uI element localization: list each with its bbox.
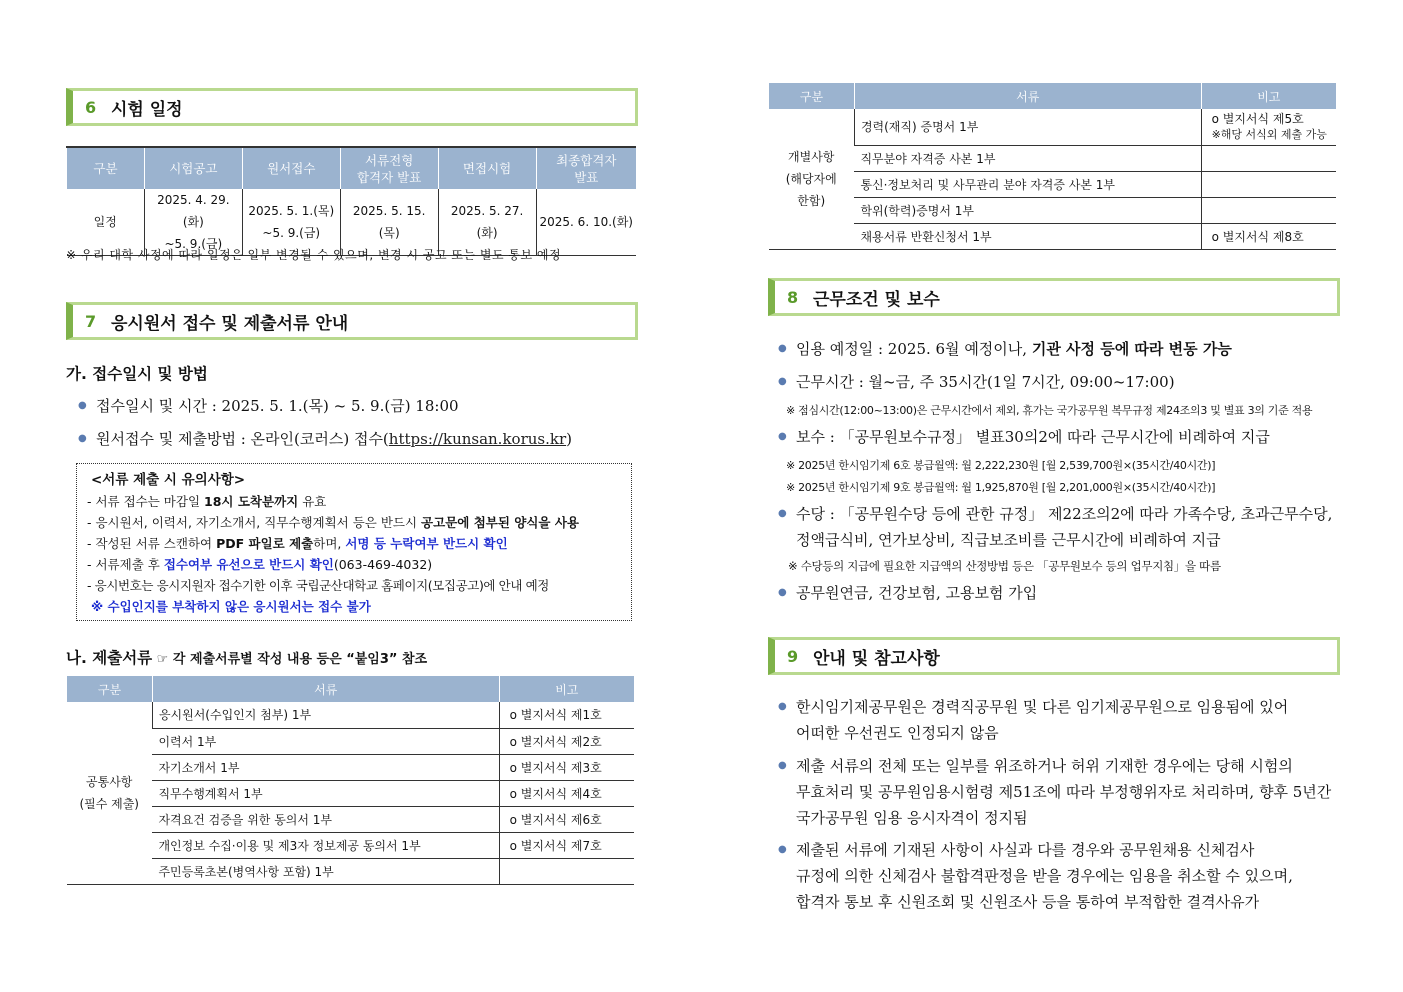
notice-box (76, 463, 632, 621)
docs-header-cell: 서류 (152, 676, 499, 702)
schedule-header-cell: 시험공고 (144, 147, 242, 189)
schedule-cell: 2025. 5. 1.(목) ~5. 9.(금) (242, 189, 340, 256)
section-number: 7 (85, 311, 97, 331)
docs-note-cell (499, 858, 634, 884)
notice-title: <서류 제출 시 유의사항> (91, 472, 246, 488)
docs-note-cell: o 별지서식 제5호 ※해당 서식외 제출 가능 (1201, 109, 1336, 145)
section-title: 시험 일정 (111, 99, 183, 120)
docs-note-cell (1201, 197, 1336, 223)
remark-allowance: ※ 수당등의 지급에 필요한 지급액의 산정방법 등은 「공무원보수 등의 업무지침」을 따름 (788, 559, 1221, 573)
individual-docs-table (768, 83, 1336, 250)
docs-document-cell: 직무수행계획서 1부 (152, 780, 499, 806)
notice-line-3: - 작성된 서류 스캔하여 PDF 파일로 제출하며, 서명 등 누락여부 반드시 확인 (87, 536, 508, 551)
notice-line-4: - 서류제출 후 접수여부 유선으로 반드시 확인(063-469-4032) (87, 557, 433, 572)
docs-document-cell: 직무분야 자격증 사본 1부 (854, 145, 1201, 171)
table-row (769, 171, 1337, 197)
notice-line-2: - 응시원서, 이력서, 자기소개서, 직무수행계획서 등은 반드시 공고문에 첨부된 양식을 사용 (87, 515, 580, 530)
common-docs-table (66, 676, 634, 885)
docs-document-cell: 자기소개서 1부 (152, 754, 499, 780)
docs-document-cell: 이력서 1부 (152, 728, 499, 754)
bullet-work-hours: ● 근무시간 : 월~금, 주 35시간(1일 7시간, 09:00~17:00) (778, 369, 1175, 395)
notice-item-2: ● 제출 서류의 전체 또는 일부를 위조하거나 허위 기재한 경우에는 당해 시험의 무효처리 및 공무원임용시험령 제51조에 따라 부정행위자로 처리하며, 향후 5년간 국가공무원 임용 응시자격이 정지됨 (778, 753, 1331, 831)
docs-document-cell: 학위(학력)증명서 1부 (854, 197, 1201, 223)
docs-group-label: 개별사항 (해당자에 한함) (769, 109, 855, 249)
docs-document-cell: 통신·정보처리 및 사무관리 분야 자격증 사본 1부 (854, 171, 1201, 197)
section-number: 9 (787, 646, 799, 666)
na-title: 나. 제출서류 (66, 649, 153, 667)
section-number: 8 (787, 287, 799, 307)
docs-note-sub: ※해당 서식외 제출 가능 (1211, 127, 1327, 141)
method-close: ) (566, 430, 572, 448)
section-8-header (768, 278, 1340, 316)
docs-document-cell: 개인정보 수집·이용 및 제3자 정보제공 동의서 1부 (152, 832, 499, 858)
schedule-cell: 2025. 6. 10.(화) (536, 189, 636, 256)
schedule-cell: 2025. 5. 27.(화) (438, 189, 536, 256)
docs-note-cell: o 별지서식 제4호 (499, 780, 634, 806)
docs-header-cell: 구분 (769, 83, 855, 109)
bullet-appointment-date: ● 임용 예정일 : 2025. 6월 예정이나, 기관 사정 등에 따라 변동 가능 (778, 336, 1232, 362)
section-title: 안내 및 참고사항 (813, 648, 940, 669)
docs-note-cell: o 별지서식 제7호 (499, 832, 634, 858)
remark-salary-9: ※ 2025년 한시임기제 9호 봉급월액: 월 1,925,870원 [월 2,201,000원×(35시간/40시간)] (786, 481, 1216, 494)
schedule-header-cell: 면접시험 (438, 147, 536, 189)
section-6-header (66, 88, 638, 126)
docs-header-cell: 비고 (499, 676, 634, 702)
docs-note-cell (1201, 171, 1336, 197)
bullet-insurance: ● 공무원연금, 건강보험, 고용보험 가입 (778, 580, 1037, 606)
docs-note-cell: o 별지서식 제6호 (499, 806, 634, 832)
docs-header-cell: 비고 (1201, 83, 1336, 109)
schedule-header-cell: 최종합격자 발표 (536, 147, 636, 189)
docs-document-cell: 채용서류 반환신청서 1부 (854, 223, 1201, 249)
bullet-allowance: ● 수당 : 「공무원수당 등에 관한 규정」 제22조의2에 따라 가족수당, 초과근무수당, 정액급식비, 연가보상비, 직급보조비를 근무시간에 비례하여 지급 (778, 501, 1332, 553)
notice-line-5: - 응시번호는 응시지원자 접수기한 이후 국립군산대학교 홈페이지(모집공고)에 안내 예정 (87, 578, 549, 593)
docs-note-cell: o 별지서식 제2호 (499, 728, 634, 754)
table-row (67, 702, 635, 728)
bullet-salary: ● 보수 : 「공무원보수규정」 별표30의2에 따라 근무시간에 비례하여 지급 (778, 424, 1270, 450)
bullet-reception-period: ● 접수일시 및 시간 : 2025. 5. 1.(목) ~ 5. 9.(금) 18:00 (78, 393, 459, 419)
docs-note-cell: o 별지서식 제8호 (1201, 223, 1336, 249)
table-row (67, 780, 635, 806)
table-row (67, 858, 635, 884)
table-row (769, 109, 1337, 145)
table-row (67, 806, 635, 832)
docs-note-cell: o 별지서식 제3호 (499, 754, 634, 780)
docs-document-cell: 자격요건 검증을 위한 동의서 1부 (152, 806, 499, 832)
docs-group-label: 공통사항 (필수 제출) (67, 702, 153, 884)
docs-header-cell: 구분 (67, 676, 153, 702)
notice-item-1: ● 한시임기제공무원은 경력직공무원 및 다른 임기제공무원으로 임용됨에 있어 어떠한 우선권도 인정되지 않음 (778, 694, 1288, 746)
section-number: 6 (85, 97, 97, 117)
table-row (769, 197, 1337, 223)
table-row (67, 728, 635, 754)
table-row (769, 223, 1337, 249)
schedule-row-label: 일정 (67, 189, 145, 256)
section-7-header (66, 302, 638, 340)
schedule-cell: 2025. 4. 29.(화) ~5. 9.(금) (144, 189, 242, 256)
method-text: 원서접수 및 제출방법 : 온라인(코러스) 접수( (96, 430, 389, 448)
korus-link[interactable]: https://kunsan.korus.kr (388, 430, 567, 448)
notice-item-3: ● 제출된 서류에 기재된 사항이 사실과 다를 경우와 공무원채용 신체검사 규정에 의한 신체검사 불합격판정을 받을 경우에는 임용을 취소할 수 있으며, 합격자 통보 후 신원조회 및 신원조사 등을 통하여 부적합한 결격사유가 (778, 837, 1293, 915)
docs-document-cell: 주민등록초본(병역사항 포함) 1부 (152, 858, 499, 884)
section-9-header (768, 637, 1340, 675)
na-rest: ☞ 각 제출서류별 작성 내용 등은 “붙임3” 참조 (152, 652, 428, 667)
section-title: 근무조건 및 보수 (813, 289, 940, 310)
bullet-reception-method (78, 426, 572, 452)
docs-note-cell (1201, 145, 1336, 171)
schedule-header-cell: 원서접수 (242, 147, 340, 189)
notice-line-6: ※ 수입인지를 부착하지 않은 응시원서는 접수 불가 (91, 599, 371, 614)
subheading-na (66, 646, 427, 668)
docs-header-cell: 서류 (854, 83, 1201, 109)
notice-line-1: - 서류 접수는 마감일 18시 도착분까지 유효 (87, 494, 327, 509)
schedule-note: ※ 우리 대학 사정에 따라 일정은 일부 변경될 수 있으며, 변경 시 공고 또는 별도 통보 예정 (66, 248, 562, 262)
table-row (67, 832, 635, 858)
docs-note-cell: o 별지서식 제1호 (499, 702, 634, 728)
remark-salary-6: ※ 2025년 한시임기제 6호 봉급월액: 월 2,222,230원 [월 2,539,700원×(35시간/40시간)] (786, 459, 1216, 472)
schedule-header-cell: 서류전형 합격자 발표 (340, 147, 438, 189)
docs-document-cell: 응시원서(수입인지 첨부) 1부 (152, 702, 499, 728)
docs-document-cell: 경력(재직) 증명서 1부 (854, 109, 1201, 145)
schedule-header-cell: 구분 (67, 147, 145, 189)
remark-lunch: ※ 점심시간(12:00~13:00)은 근무시간에서 제외, 휴가는 국가공무원 복무규정 제24조의3 및 별표 3의 기준 적용 (786, 404, 1313, 417)
schedule-table (66, 146, 636, 256)
subheading-ga: 가. 접수일시 및 방법 (66, 365, 208, 383)
section-title: 응시원서 접수 및 제출서류 안내 (111, 313, 349, 334)
table-row (769, 145, 1337, 171)
schedule-cell: 2025. 5. 15.(목) (340, 189, 438, 256)
table-row (67, 754, 635, 780)
